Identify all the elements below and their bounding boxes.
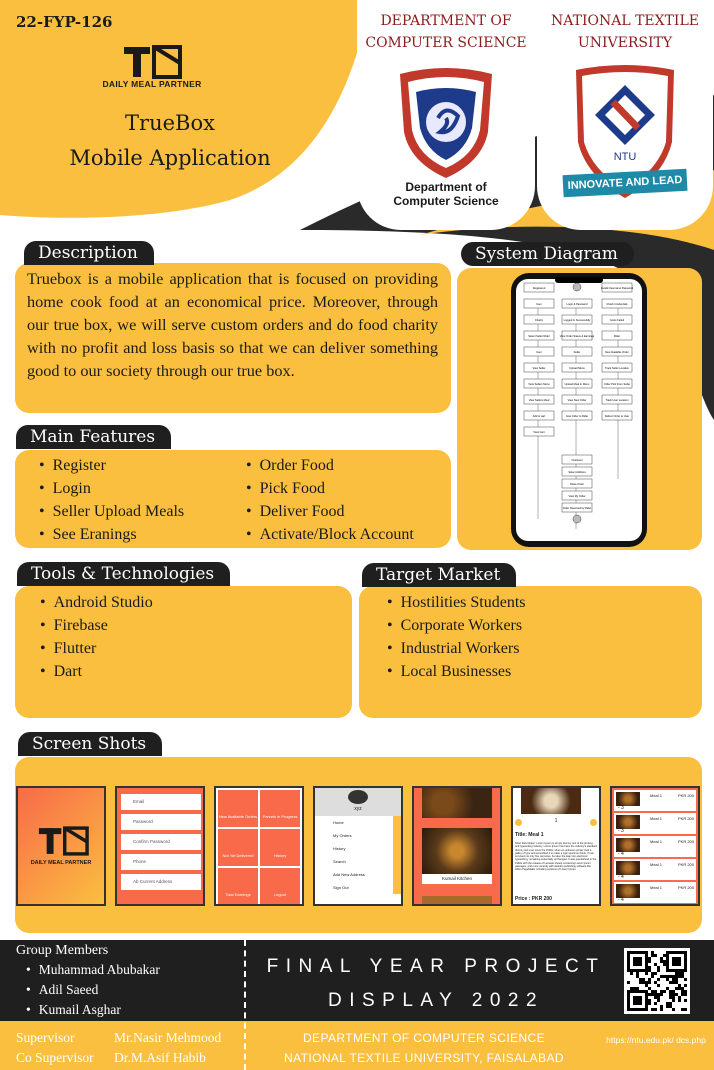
flow-node <box>524 411 554 420</box>
meal-price: PKR 200 <box>677 862 694 867</box>
flow-node <box>602 395 632 404</box>
member-name: • Muhammad Abubakar <box>26 960 160 980</box>
flow-node <box>562 363 592 372</box>
svg-text:Track Seller Location: Track Seller Location <box>604 367 630 370</box>
screenshot-meal-detail <box>511 786 601 906</box>
features-list-2 <box>246 454 414 546</box>
meal-title: Title: Meal 1 <box>515 832 544 838</box>
food-image <box>422 788 492 818</box>
svg-text:View New Order: View New Order <box>567 399 587 402</box>
flow-node <box>601 283 634 292</box>
market-item: • Local Businesses <box>387 660 526 683</box>
drawer-item: My Orders <box>333 833 352 838</box>
co-supervisor-row <box>16 1048 221 1068</box>
department-header <box>357 10 535 54</box>
flow-node <box>602 379 632 388</box>
flow-node <box>562 455 592 464</box>
qr-code <box>624 948 690 1014</box>
svg-text:Upload Meal In Menu: Upload Meal In Menu <box>564 383 590 386</box>
flow-node <box>562 395 592 404</box>
meal-row <box>614 882 696 903</box>
phone-screen <box>516 279 642 541</box>
flow-node <box>524 395 554 404</box>
meal-qty: - 4 <box>618 897 624 903</box>
department-caption <box>357 180 535 208</box>
svg-text:Seller: Seller <box>573 351 581 354</box>
project-code: 22-FYP-126 <box>16 13 113 31</box>
uni-line-2: UNIVERSITY <box>577 35 673 51</box>
university-header <box>537 10 713 54</box>
flow-node <box>562 503 592 512</box>
qty-stepper <box>513 818 599 828</box>
splash-tagline: DAILY MEAL PARTNER <box>30 860 92 866</box>
supervisor-row <box>16 1028 221 1048</box>
screenshot-meal-list <box>610 786 700 906</box>
supervisor-label: Supervisor <box>16 1030 75 1045</box>
target-market-list <box>387 591 526 683</box>
main-features-heading: Main Features <box>16 425 171 449</box>
svg-text:Registered: Registered <box>532 287 546 290</box>
tool-item: • Dart <box>40 660 153 683</box>
member-name: • Adil Saeed <box>26 980 160 1000</box>
svg-text:View Seller: View Seller <box>532 367 546 370</box>
feature-item: • Deliver Food <box>246 500 414 523</box>
food-image <box>422 828 492 874</box>
meal-price: Price : PKR 200 <box>515 896 552 902</box>
drawer-item: Sign Out <box>333 885 349 890</box>
flow-node <box>562 411 592 420</box>
market-item: • Hostilities Students <box>387 591 526 614</box>
svg-text:Give Order to Rider: Give Order to Rider <box>565 415 589 418</box>
member-name: • Kumail Asghar <box>26 1000 160 1020</box>
fyp-banner <box>246 950 626 1018</box>
feature-item: • Pick Food <box>246 477 414 500</box>
meal-thumb <box>616 861 640 875</box>
brand-tagline: DAILY MEAL PARTNER <box>102 79 202 89</box>
banner-line-1: FINAL YEAR PROJECT <box>266 956 606 977</box>
dashboard-tile: Logout <box>260 868 300 905</box>
meal-price: PKR 200 <box>677 839 694 844</box>
flow-node <box>524 315 554 324</box>
meal-price: PKR 200 <box>677 885 694 890</box>
svg-text:Deliver Order to User: Deliver Order to User <box>604 415 630 418</box>
svg-text:View Cart: View Cart <box>533 431 545 434</box>
meal-name: Meal 1 <box>650 862 663 867</box>
flow-node <box>602 315 632 324</box>
drawer-item: Home <box>333 820 344 825</box>
signup-field-email: Email <box>121 794 201 810</box>
dashboard-tile: Not Yet Delivered <box>218 829 258 866</box>
flow-node <box>524 363 554 372</box>
dashboard-tile: History <box>260 829 300 866</box>
flow-node <box>562 299 592 308</box>
features-list-1 <box>39 454 184 546</box>
flow-node <box>524 283 554 292</box>
meal-qty: - 4 <box>618 851 624 857</box>
market-item: • Corporate Workers <box>387 614 526 637</box>
flow-node <box>602 299 632 308</box>
flowchart <box>516 279 642 541</box>
flow-node <box>602 411 632 420</box>
description-panel <box>15 263 451 413</box>
meal-list <box>612 788 698 903</box>
svg-text:Upload Menu: Upload Menu <box>569 367 585 370</box>
svg-text:Rider: Rider <box>613 335 621 338</box>
feature-item: • Seller Upload Meals <box>39 500 184 523</box>
tools-heading: Tools & Technologies <box>17 562 230 586</box>
meal-thumb <box>616 838 640 852</box>
phone-notch <box>555 277 603 283</box>
title-line-1: TrueBox <box>125 111 215 135</box>
kitchen-caption: Kumail Kitchen <box>422 874 492 884</box>
footer-url[interactable]: https://ntu.edu.pk/ dcs.php <box>606 1035 706 1045</box>
svg-text:View Order Status & Earnings: View Order Status & Earnings <box>559 335 595 338</box>
svg-text:Logged In Successfully: Logged In Successfully <box>563 319 591 322</box>
qty-value: 1 <box>554 818 558 824</box>
flow-node <box>562 467 592 476</box>
group-members <box>16 942 160 1020</box>
flow-node <box>562 347 592 356</box>
drawer-item: Search <box>333 859 346 864</box>
signup-field-confirm: Confirm Password <box>121 834 201 850</box>
system-diagram-heading: System Diagram <box>461 242 634 266</box>
tools-panel <box>15 586 352 718</box>
svg-text:Invalid Username Password: Invalid Username Password <box>600 287 634 290</box>
svg-text:View Sellers Meal: View Sellers Meal <box>528 399 550 402</box>
footer-department <box>246 1028 602 1068</box>
truebox-logo-icon <box>102 45 202 79</box>
members-list <box>16 960 160 1020</box>
banner-line-2: DISPLAY 2022 <box>327 990 545 1011</box>
tool-item: • Firebase <box>40 614 153 637</box>
food-image <box>422 896 492 906</box>
drawer-menu <box>315 816 401 894</box>
target-market-heading: Target Market <box>362 563 516 587</box>
meal-qty: - 3 <box>618 805 624 811</box>
tools-list <box>40 591 153 683</box>
qr-code-icon <box>627 951 687 1011</box>
dashboard-tile: Total Earnings <box>218 868 258 905</box>
svg-text:Login & Password: Login & Password <box>566 303 588 306</box>
flow-terminal <box>573 283 581 291</box>
meal-thumb <box>616 792 640 806</box>
co-supervisor-label: Co Supervisor <box>16 1050 94 1065</box>
flow-node <box>524 331 554 340</box>
screenshot-splash <box>16 786 106 906</box>
feature-item: • Login <box>39 477 184 500</box>
flow-node <box>602 331 632 340</box>
feature-item: • See Eranings <box>39 523 184 546</box>
tool-item: • Android Studio <box>40 591 153 614</box>
meal-name: Meal 1 <box>650 793 663 798</box>
qty-plus-icon <box>590 819 597 826</box>
dept-caption-line-2: Computer Science <box>393 194 499 208</box>
qty-minus-icon <box>515 819 522 826</box>
flow-terminal <box>573 515 581 523</box>
dashboard-tile: New Available Orders <box>218 790 258 827</box>
drawer-username: xyz <box>354 806 362 812</box>
svg-text:Check Credentials: Check Credentials <box>606 303 628 306</box>
flow-node <box>524 427 554 436</box>
dashboard-grid <box>216 788 302 906</box>
svg-text:Add to cart: Add to cart <box>532 415 546 418</box>
drawer-item: Add New Address <box>333 872 365 877</box>
svg-text:Order Received by Rider: Order Received by Rider <box>562 507 592 510</box>
svg-text:User: User <box>536 351 542 354</box>
tool-item: • Flutter <box>40 637 153 660</box>
meal-row <box>614 859 696 880</box>
screenshots-heading: Screen Shots <box>18 732 162 756</box>
signup-field-address: Ab Current Address <box>121 874 201 890</box>
meal-row <box>614 836 696 857</box>
svg-text:Select Seller Rider: Select Seller Rider <box>528 335 550 338</box>
flow-node <box>562 479 592 488</box>
svg-text:Checkout: Checkout <box>571 459 583 462</box>
meal-qty: - 3 <box>618 828 624 834</box>
flow-node <box>602 347 632 356</box>
co-supervisor-name: Dr.M.Asif Habib <box>114 1050 206 1065</box>
meal-row <box>614 813 696 834</box>
meal-description: Short Description: Lorem Ipsum is simply dummy text of the printing and typesetting industry. Lorem Ipsum has been the industry's standard dummy text ever since the 1500s, when an unknown printer took a galley of type and scrambled it to make a type specimen book. It has survived not only five centuries, but also the leap into electronic typesetting, remaining essentially unchanged. It was popularised in the 1960s with the release of Letraset sheets containing Lorem Ipsum passages, and more recently with desktop publishing software like Aldus PageMaker including versions of Lorem Ipsum. <box>515 842 597 872</box>
footer-line-1: DEPARTMENT OF COMPUTER SCIENCE <box>302 1031 546 1045</box>
feature-item: • Register <box>39 454 184 477</box>
svg-text:Order Pick From Seller: Order Pick From Seller <box>603 383 631 386</box>
flow-node <box>524 347 554 356</box>
meal-price: PKR 200 <box>677 793 694 798</box>
meal-name: Meal 1 <box>650 885 663 890</box>
dept-line-1: DEPARTMENT OF <box>380 13 512 29</box>
market-item: • Industrial Workers <box>387 637 526 660</box>
page-title <box>20 106 320 176</box>
brand-logo <box>102 45 202 95</box>
flow-node <box>562 491 592 500</box>
screenshot-kitchens <box>412 786 502 906</box>
university-ribbon-text: INNOVATE AND LEAD <box>567 174 683 192</box>
drawer-item: History <box>333 846 346 851</box>
dashboard-tile: Parcels in Progress <box>260 790 300 827</box>
feature-item: • Order Food <box>246 454 414 477</box>
screenshot-signup <box>115 786 205 906</box>
meal-thumb <box>616 815 640 829</box>
title-line-2: Mobile Application <box>69 146 271 170</box>
supervisors <box>16 1028 221 1068</box>
meal-qty: - 4 <box>618 874 624 880</box>
flow-node <box>524 299 554 308</box>
avatar <box>348 790 368 804</box>
university-seal-text: NTU <box>613 151 637 163</box>
flow-node <box>602 363 632 372</box>
supervisor-name: Mr.Nasir Mehmood <box>114 1030 222 1045</box>
footer-line-2: NATIONAL TEXTILE UNIVERSITY, FAISALABAD <box>284 1051 564 1065</box>
phone-frame <box>511 273 647 547</box>
uni-line-1: NATIONAL TEXTILE <box>551 13 699 29</box>
svg-text:Place Order: Place Order <box>570 483 584 486</box>
flow-node <box>562 315 592 324</box>
svg-text:User: User <box>536 303 542 306</box>
svg-text:View Sellers Menu: View Sellers Menu <box>528 383 550 386</box>
meal-row <box>614 790 696 811</box>
screenshot-dashboard <box>214 786 304 906</box>
signup-field-phone: Phone <box>121 854 201 870</box>
svg-text:Charity: Charity <box>534 319 544 322</box>
flow-node <box>524 379 554 388</box>
svg-text:Track User Location: Track User Location <box>605 399 629 402</box>
main-features-panel <box>15 450 451 548</box>
meal-name: Meal 1 <box>650 839 663 844</box>
dept-line-2: COMPUTER SCIENCE <box>365 35 527 51</box>
flow-node <box>562 379 592 388</box>
svg-text:Select Address: Select Address <box>568 471 586 474</box>
target-market-panel <box>359 586 702 718</box>
meal-name: Meal 1 <box>650 816 663 821</box>
description-heading: Description <box>24 241 154 265</box>
screenshot-drawer <box>313 786 403 906</box>
svg-text:New Available Order: New Available Order <box>605 351 629 354</box>
drawer-header <box>315 788 401 816</box>
description-text: Truebox is a mobile application that is focused on providing home cook food at an economical price. Moreover, through our true box, we will serve custom orders and do food charity with no profit and loss basis so that we can deliver something good to our society through our true box. <box>27 269 438 380</box>
department-seal-icon <box>392 62 500 180</box>
svg-text:Costs Failed: Costs Failed <box>609 319 625 322</box>
dept-caption-line-1: Department of <box>405 180 487 194</box>
signup-fields <box>121 794 201 890</box>
svg-text:View My Order: View My Order <box>568 495 586 498</box>
flow-node <box>560 331 595 340</box>
meal-image <box>521 788 581 814</box>
meal-thumb <box>616 884 640 898</box>
meal-price: PKR 200 <box>677 816 694 821</box>
splash-logo-icon <box>20 824 106 858</box>
signup-field-password: Password <box>121 814 201 830</box>
group-heading: Group Members <box>16 943 109 958</box>
feature-item: • Activate/Block Account <box>246 523 414 546</box>
